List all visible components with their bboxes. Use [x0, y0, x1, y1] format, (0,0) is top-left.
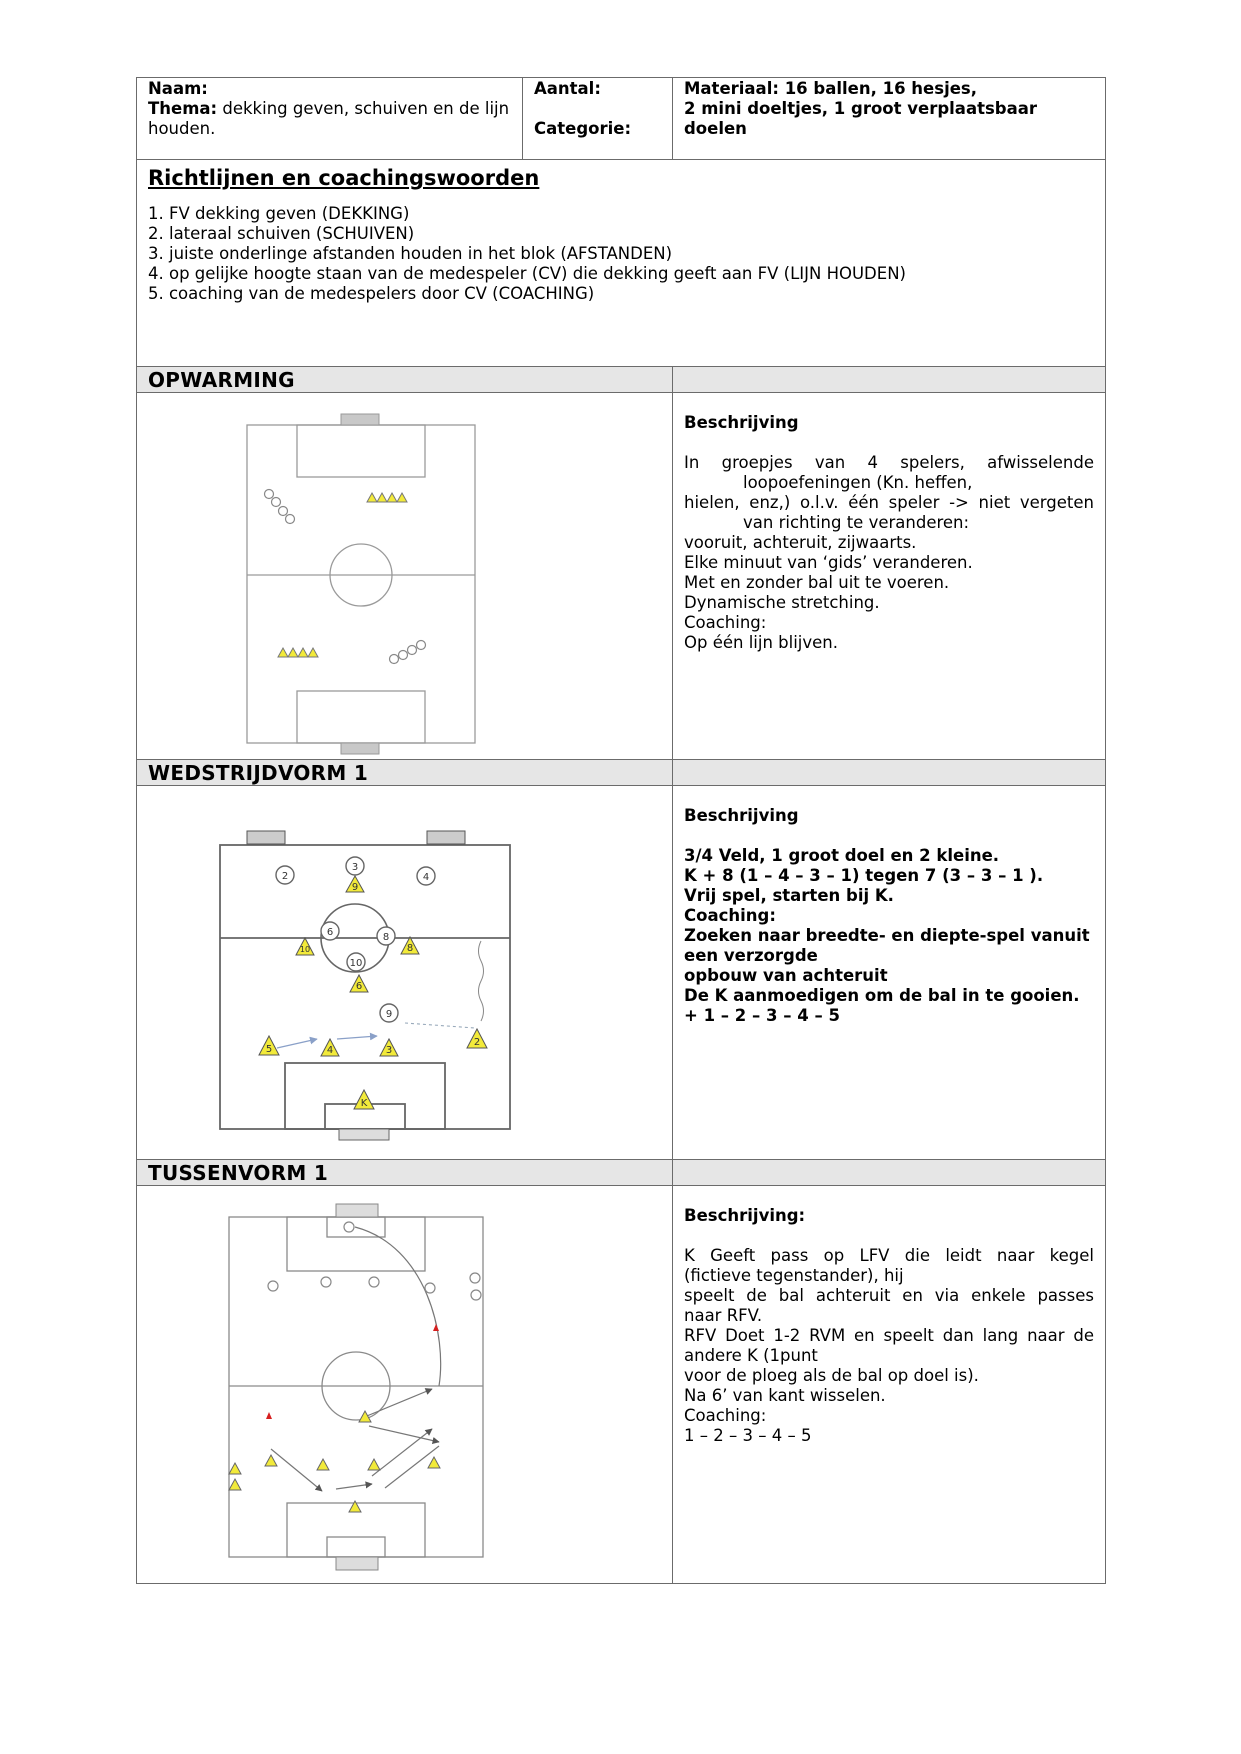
svg-text:2: 2 [473, 1037, 481, 1048]
description-line: Dynamische stretching. [684, 593, 880, 612]
description-line: een verzorgde [684, 946, 818, 965]
triangle-group-top [367, 493, 407, 502]
section-blank-cell [673, 760, 1106, 786]
goal-bottom-icon [341, 743, 379, 754]
svg-text:5: 5 [265, 1044, 273, 1055]
richtlijnen-row [137, 160, 1106, 367]
training-table [136, 77, 1106, 1584]
description-line: loopoefeningen (Kn. heffen, [743, 473, 973, 492]
mini-goal-right-icon [427, 831, 465, 844]
svg-text:9: 9 [385, 1009, 393, 1020]
description-line: voor de ploeg als de bal op doel is). [684, 1366, 979, 1385]
svg-text:2: 2 [281, 871, 289, 882]
player-triangles [229, 1411, 440, 1512]
list-item: 1. FV dekking geven (DEKKING) [148, 204, 410, 223]
opwarming-diagram-cell [137, 393, 673, 760]
circle-player-3 [346, 857, 364, 875]
svg-text:K: K [360, 1098, 368, 1109]
description-line: andere K (1punt [684, 1346, 818, 1365]
naam-thema-cell [137, 78, 523, 160]
dribble-path [479, 941, 484, 1021]
opwarming-description-cell [673, 393, 1106, 760]
description-line: Coaching: [684, 1406, 767, 1425]
materiaal-line1: Materiaal: 16 ballen, 16 hesjes, [684, 79, 978, 98]
tussenvorm-title: TUSSENVORM 1 [137, 1160, 673, 1186]
description-line: Vrij spel, starten bij K. [684, 886, 894, 905]
description-heading: Beschrijving [684, 413, 799, 432]
list-item: 5. coaching van de medespelers door CV (COACHING) [148, 284, 595, 303]
mini-goal-left-icon [247, 831, 285, 844]
triangle-player-4 [321, 1039, 339, 1056]
section-blank-cell [673, 1160, 1106, 1186]
svg-text:6: 6 [355, 981, 363, 992]
goal-top-icon [336, 1204, 378, 1217]
description-line: speelt de bal achteruit en via enkele passes [684, 1286, 1094, 1305]
svg-text:8: 8 [382, 932, 390, 943]
description-line: opbouw van achteruit [684, 966, 888, 985]
circle-player-2 [276, 866, 294, 884]
triangle-player-10 [296, 938, 314, 955]
circle-player-4 [417, 867, 435, 885]
triangle-keeper [354, 1090, 374, 1109]
list-item: 4. op gelijke hoogte staan van de medespeler (CV) die dekking geeft aan FV (LIJN HOUDEN) [148, 264, 906, 283]
header-row [137, 78, 1106, 160]
circle-player-10 [347, 953, 365, 971]
naam-label: Naam: [148, 79, 208, 98]
big-goal-icon [339, 1129, 389, 1140]
triangle-player-3 [380, 1039, 398, 1056]
circle-player-8 [377, 927, 395, 945]
triangle-player-8 [401, 937, 419, 954]
description-heading: Beschrijving: [684, 1206, 806, 1225]
description-line: Met en zonder bal uit te voeren. [684, 573, 950, 592]
tussenvorm-description-cell [673, 1186, 1106, 1584]
description-line: 3/4 Veld, 1 groot doel en 2 kleine. [684, 846, 1000, 865]
svg-text:10: 10 [349, 958, 363, 969]
opwarming-header-row [137, 367, 1106, 393]
wedstrijdvorm-diagram-cell [137, 786, 673, 1160]
description-line: + 1 – 2 – 3 – 4 – 5 [684, 1006, 840, 1025]
description-line: K Geeft pass op LFV die leidt naar kegel [684, 1246, 1094, 1265]
svg-text:6: 6 [326, 927, 334, 938]
materiaal-cell [673, 78, 1106, 160]
description-line: hielen, enz,) o.l.v. één speler -> niet vergeten [684, 493, 1094, 512]
cone-icons [266, 1324, 439, 1419]
svg-text:3: 3 [351, 862, 359, 873]
opwarming-title: OPWARMING [137, 367, 673, 393]
player-circles [268, 1222, 481, 1300]
thema-value: dekking geven, schuiven en de lijn houden. [148, 99, 510, 138]
thema-label: Thema: [148, 99, 218, 118]
player-group-bottom-right [390, 641, 426, 664]
description-line: van richting te veranderen: [743, 513, 970, 532]
wedstrijdvorm-title: WEDSTRIJDVORM 1 [137, 760, 673, 786]
triangle-player-5 [259, 1036, 279, 1055]
wedstrijdvorm-description-cell [673, 786, 1106, 1160]
triangle-player-9 [346, 876, 364, 893]
description-line: Zoeken naar breedte- en diepte-spel vanuit [684, 926, 1090, 945]
aantal-label: Aantal: [534, 79, 601, 98]
circle-player-6 [321, 922, 339, 940]
svg-text:8: 8 [406, 943, 414, 954]
player-group-top-left [265, 490, 295, 524]
richtlijnen-title: Richtlijnen en coachingswoorden [148, 166, 540, 190]
triangle-group-bottom [278, 648, 318, 657]
thema-line [148, 99, 511, 139]
description-line: RFV Doet 1-2 RVM en speelt dan lang naar de [684, 1326, 1094, 1345]
triangle-player-6 [350, 975, 368, 992]
list-item: 2. lateraal schuiven (SCHUIVEN) [148, 224, 415, 243]
tussenvorm-header-row [137, 1160, 1106, 1186]
goal-top-icon [341, 414, 379, 425]
wedstrijdvorm-header-row [137, 760, 1106, 786]
warmup-pitch-diagram [137, 393, 671, 759]
match-form-diagram [137, 786, 671, 1159]
richtlijnen-list [148, 204, 1094, 304]
aantal-categorie-cell [523, 78, 673, 160]
opwarming-row [137, 393, 1106, 760]
list-item: 3. juiste onderlinge afstanden houden in het blok (AFSTANDEN) [148, 244, 673, 263]
svg-text:10: 10 [299, 945, 311, 954]
svg-text:3: 3 [385, 1045, 393, 1056]
description-line: Na 6’ van kant wisselen. [684, 1386, 886, 1405]
goal-bottom-icon [336, 1557, 378, 1570]
description-line: Coaching: [684, 613, 767, 632]
section-blank-cell [673, 367, 1106, 393]
materiaal-line2: 2 mini doeltjes, 1 groot verplaatsbaar [684, 99, 1038, 118]
svg-text:4: 4 [422, 872, 430, 883]
svg-text:9: 9 [351, 882, 359, 893]
description-line: 1 – 2 – 3 – 4 – 5 [684, 1426, 812, 1445]
description-line: vooruit, achteruit, zijwaarts. [684, 533, 917, 552]
tussenvorm-row [137, 1186, 1106, 1584]
wedstrijdvorm-row [137, 786, 1106, 1160]
triangle-player-2 [467, 1029, 487, 1048]
tussenvorm-diagram-cell [137, 1186, 673, 1584]
description-line: In groepjes van 4 spelers, afwisselende [684, 453, 1094, 472]
description-line: (fictieve tegenstander), hij [684, 1266, 904, 1285]
richtlijnen-cell [137, 160, 1106, 367]
description-line: K + 8 (1 – 4 – 3 – 1) tegen 7 (3 – 3 – 1 ). [684, 866, 1044, 885]
description-heading: Beschrijving [684, 806, 799, 825]
description-line: Op één lijn blijven. [684, 633, 839, 652]
description-line: Elke minuut van ‘gids’ veranderen. [684, 553, 973, 572]
categorie-label: Categorie: [534, 119, 632, 138]
intermediate-form-diagram [137, 1186, 671, 1583]
description-line: De K aanmoedigen om de bal in te gooien. [684, 986, 1080, 1005]
circle-player-9 [380, 1004, 398, 1022]
description-line: Coaching: [684, 906, 776, 925]
description-line: naar RFV. [684, 1306, 763, 1325]
training-sheet [136, 77, 1105, 1584]
svg-text:4: 4 [326, 1045, 334, 1056]
materiaal-line3: doelen [684, 119, 747, 138]
